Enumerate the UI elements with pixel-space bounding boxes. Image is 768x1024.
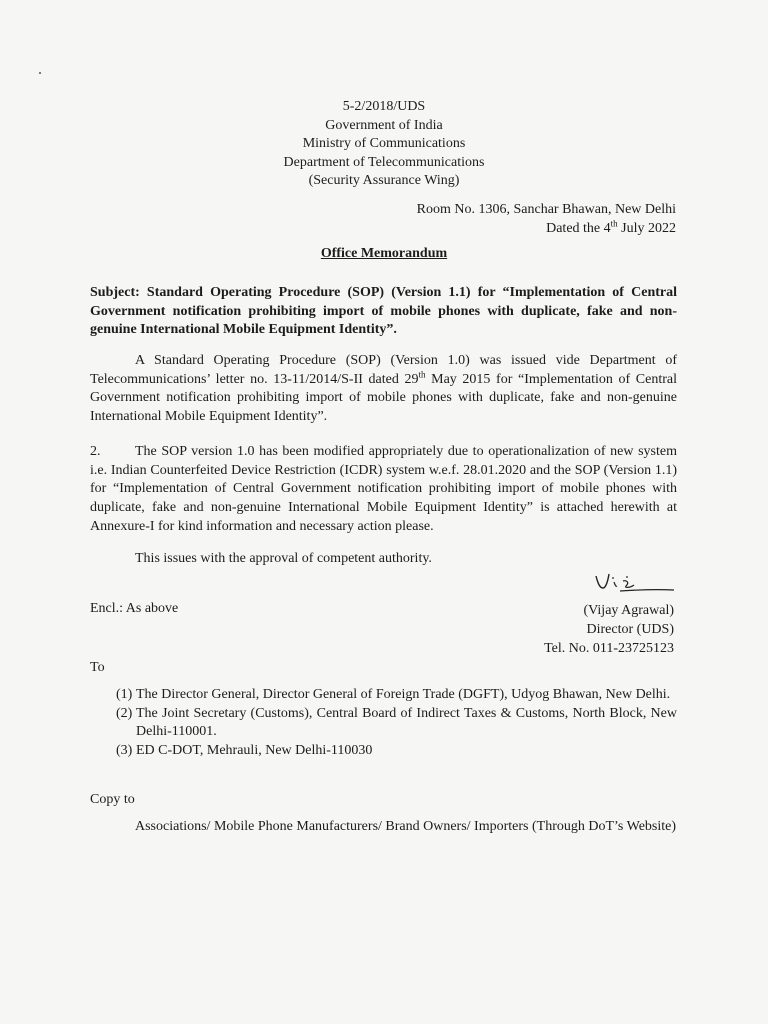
recipient-number: (3) — [116, 742, 133, 758]
recipient-text: The Joint Secretary (Customs), Central Board of Indirect Taxes & Customs, North Block, New Delhi-110001. — [136, 705, 677, 740]
recipient-item — [116, 686, 677, 705]
signatory-designation: Director (UDS) — [586, 622, 674, 637]
recipient-text: The Director General, Director General of Foreign Trade (DGFT), Udyog Bhawan, New Delhi. — [136, 687, 671, 702]
recipient-text: ED C-DOT, Mehrauli, New Delhi-110030 — [136, 742, 373, 758]
date-suffix: July 2022 — [617, 220, 676, 236]
wing-name: (Security Assurance Wing) — [308, 173, 460, 189]
room-address: Room No. 1306, Sanchar Bhawan, New Delhi — [416, 202, 676, 217]
enclosure-note: Encl.: As above — [90, 601, 179, 616]
signatory-block — [544, 601, 674, 658]
date-line — [417, 217, 676, 239]
department-name: Department of Telecommunications — [283, 154, 485, 170]
recipient-item — [116, 705, 677, 742]
address-date-block — [417, 201, 676, 238]
file-number: 5-2/2018/UDS — [342, 99, 426, 114]
subject-line: Subject: Standard Operating Procedure (SOP) (Version 1.1) for “Implementation of Central Government notification prohibiting import of mobile phones with duplicate, fake and non-genuine International Mobile Equipment Identity”. — [90, 285, 677, 338]
letterhead — [0, 98, 768, 191]
recipients-list — [116, 686, 677, 760]
government-name: Government of India — [325, 117, 443, 133]
paragraph-2 — [90, 443, 677, 537]
paragraph-1-superscript: th — [418, 369, 426, 380]
to-label: To — [90, 660, 105, 675]
handwritten-signature — [590, 568, 680, 598]
signatory-telephone: Tel. No. 011-23725123 — [544, 641, 674, 656]
date-superscript: th — [610, 217, 618, 228]
signatory-name: (Vijay Agrawal) — [583, 603, 674, 618]
approval-line: This issues with the approval of competent authority. — [135, 551, 432, 566]
recipient-item — [116, 742, 677, 761]
paragraph-1 — [90, 352, 677, 427]
paragraph-2-text: The SOP version 1.0 has been modified appropriately due to operationalization of new system i.e. Indian Counterfeited Device Restriction (ICDR) system w.e.f. 28.01.2020 and the SOP (Version 1.1) for “Implementation of Central Government notification prohibiting import of mobile phones with duplicate, fake and non-genuine International Mobile Equipment Identity” is attached herewith at Annexure-I for kind information and necessary action please. — [90, 444, 677, 534]
recipient-number: (2) — [116, 705, 133, 721]
date-prefix: Dated the 4 — [546, 220, 611, 236]
paragraph-1-part1: A Standard Operating Procedure (SOP) (Version 1.0) was issued vide Department of Telecommunications’ letter no. 13-11/2014/S-II dated 29 — [90, 353, 677, 387]
copy-to-label: Copy to — [90, 792, 135, 807]
scan-speck — [39, 72, 41, 74]
recipient-number: (1) — [116, 687, 133, 702]
ministry-name: Ministry of Communications — [302, 136, 466, 152]
paragraph-1-part2: May 2015 for “Implementation of Central Government notification prohibiting import of mobile phones with duplicate, fake and non-genuine International Mobile Equipment Identity”. — [90, 371, 677, 425]
memo-title: Office Memorandum — [320, 246, 448, 261]
copy-to-text: Associations/ Mobile Phone Manufacturers/ Brand Owners/ Importers (Through DoT’s Website) — [135, 819, 677, 834]
paragraph-2-number: 2. — [90, 444, 101, 459]
